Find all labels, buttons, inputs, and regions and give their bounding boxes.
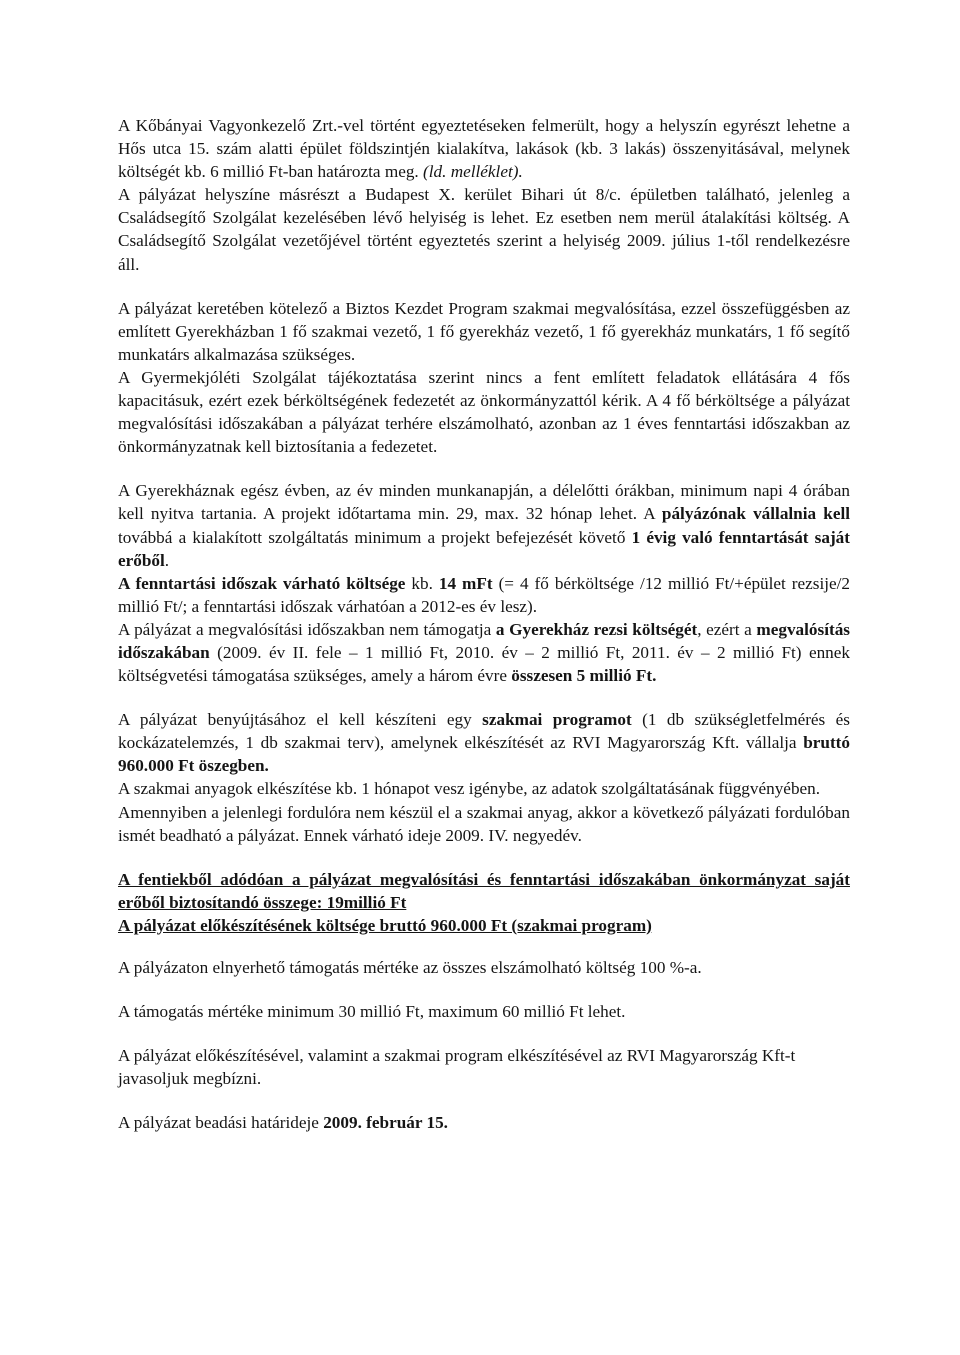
program-text: (1 db szükségletfelmérés és kockázatelemzés, 1 db szakmai terv), amelynek elkészítését az RVI Magyarország Kft. vállalja [118,710,850,753]
paragraph-recommendation: A pályázat előkészítésével, valamint a szakmai program elkészítésével az RVI Magyarország Kft-t javasoljuk megbízni. [118,1046,796,1089]
paragraph-support-rate: A pályázaton elnyerhető támogatás mértéke az összes elszámolható költség 100 %-a. [118,958,702,977]
program-bold: szakmai programot [482,710,632,730]
location-text-2: A pályázat helyszíne másrészt a Budapest X. kerület Bihari út 8/c. épületben található, jelenleg a Családsegítő Szolgálat kezelésében lévő helyiség is lehet. Ez esetben nem merül átalakítási költség. A Családsegítő Szolgálat vezetőjével történt egyeztetés szerint a helyiség 2009. július 1-től rendelkezésre áll. [118,185,850,274]
overhead-text: (2009. év II. fele – 1 millió Ft, 2010. év – 2 millió Ft, 2011. év – 2 millió Ft) ennek költségvetési támogatása szükséges, amely a három évre [118,642,850,686]
deadline-text: A pályázat beadási határideje [118,1113,324,1133]
overhead-cost-line [118,618,850,687]
program-line-2: A szakmai anyagok elkészítése kb. 1 hónapot vesz igénybe, az adatok szolgáltatásának függvényében. [118,779,821,799]
program-price: bruttó 960.000 Ft öszegben. [118,733,850,776]
paragraph-program [118,708,850,847]
maintenance-cost-label: A fenntartási időszak várható költsége [118,573,406,593]
paragraph-location [118,114,850,276]
program-line-3: Amennyiben a jelenlegi fordulóra nem készül el a szakmai anyag, akkor a következő pályázati fordulóban ismét beadható a pályázat. Ennek várható ideje 2009. IV. negyedév. [118,802,850,845]
program-text: A pályázat benyújtásához el kell készíteni egy [118,710,483,730]
deadline-date: 2009. február 15. [323,1113,448,1133]
staffing-text-1: A pályázat keretében kötelező a Biztos Kezdet Program szakmai megvalósítása, ezzel összefüggésben az említett Gyerekházban 1 fő szakmai vezető, 1 fő gyerekház vezető, 1 fő gyerekház munkatárs, 1 fő segítő munkatárs alkalmazása szükséges. [118,298,850,364]
operation-bold: pályázónak vállalnia kell [661,504,850,524]
paragraph-operation [118,479,850,687]
location-text-1: A Kőbányai Vagyonkezelő Zrt.-vel történt egyeztetéseken felmerült, hogy a helyszín egyrészt lehetne a Hős utca 15. szám alatti épület földszintjén kialakítva, lakások (kb. 3 lakás) összenyitásával, melynek költségét kb. 6 millió Ft-ban határozta meg. [118,116,850,182]
operation-line-1 [118,479,850,571]
paragraph-staffing [118,297,850,459]
operation-text: . [164,550,170,570]
operation-bold: 1 évig való fenntartását saját erőből [118,527,851,570]
maintenance-cost-amount: 14 mFt [438,573,493,593]
staffing-text-2: A Gyermekjóléti Szolgálat tájékoztatása szerint nincs a fent említett feladatok ellátására 4 fős kapacitásuk, ezért ezek bérköltségének fedezetét az önkormányzattól kérik. A 4 fő bérköltsége a pályázat megvalósítási időszakában a pályázat terhére elszámolható, azonban az 1 éves fenntartási időszakban az önkormányzatnak kell biztosítania a fedezetet. [118,367,850,457]
operation-text: továbbá a kialakított szolgáltatás minimum a projekt befejezését követő [118,527,632,547]
overhead-text: , ezért a [697,619,757,639]
overhead-total: összesen 5 millió Ft. [511,666,657,686]
operation-text: A Gyerekháznak egész évben, az év minden munkanapján, a délelőtti órákban, minimum napi 4 órában kell nyitva tartania. A projekt időtartama min. 29, max. 32 hónap lehet. A [118,481,850,524]
summary-own-funds: A fentiekből adódóan a pályázat megvalósítási és fenntartási időszakában önkormányzat saját erőből biztosítandó összege: 19millió Ft [118,869,850,912]
overhead-bold: a Gyerekház rezsi költségét [495,619,698,639]
document-body [118,114,850,1155]
summary-preparation-cost: A pályázat előkészítésének költsége bruttó 960.000 Ft (szakmai program) [118,915,652,935]
overhead-text: A pályázat a megvalósítási időszakban nem támogatja [118,619,496,639]
annex-reference: (ld. melléklet). [423,162,523,182]
maintenance-cost-text: kb. [405,573,439,593]
summary-block [118,868,850,937]
maintenance-cost-text: (= 4 fő bérköltsége /12 millió Ft/+épület rezsije/2 millió Ft/; a fenntartási időszak várhatóan a 2012-es év lesz). [118,573,851,616]
paragraph-support-range: A támogatás mértéke minimum 30 millió Ft, maximum 60 millió Ft lehet. [118,1002,626,1022]
maintenance-cost-line [118,572,850,618]
program-line-1 [118,708,850,777]
paragraph-deadline [118,1111,850,1134]
overhead-bold: megvalósítás időszakában [118,619,850,662]
